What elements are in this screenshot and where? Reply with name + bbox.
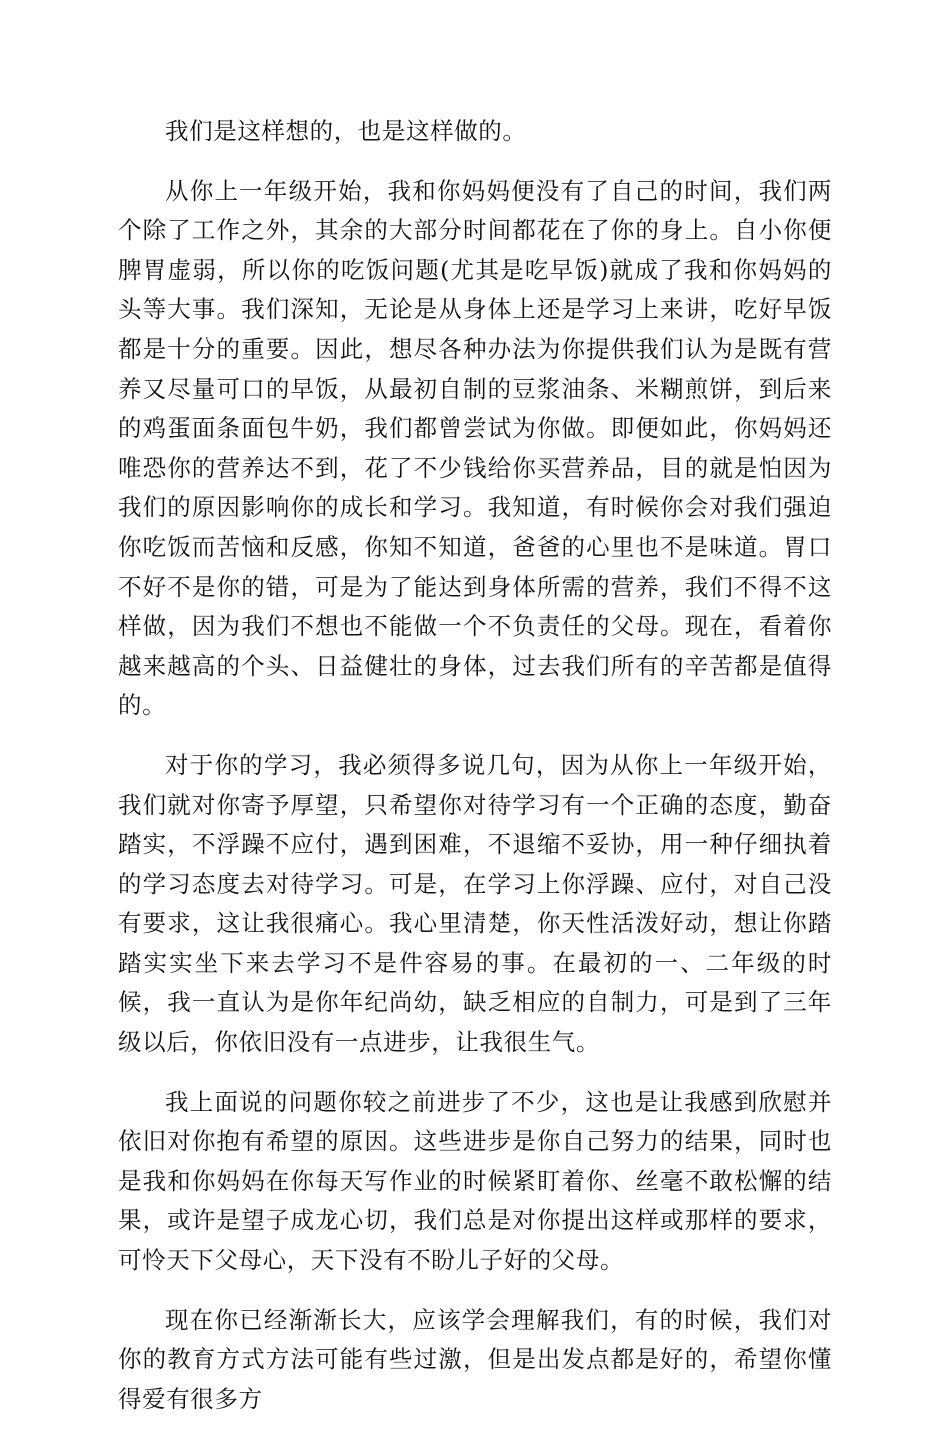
paragraph: 对于你的学习，我必须得多说几句，因为从你上一年级开始，我们就对你寄予厚望，只希望你对待学习有一个正确的态度，勤奋踏实，不浮躁不应付，遇到困难，不退缩不妥协，用一种仔细执着的学习态度去对待学习。可是，在学习上你浮躁、应付，对自己没有要求，这让我很痛心。我心里清楚，你天性活泼好动，想让你踏踏实实坐下来去学习不是件容易的事。在最初的一、二年级的时候，我一直认为是你年纪尚幼，缺乏相应的自制力，可是到了三年级以后，你依旧没有一点进步，让我很生气。 [118,750,832,1057]
paragraph: 我们是这样想的，也是这样做的。 [165,117,527,145]
letter-body [118,112,832,1439]
paragraph: 从你上一年级开始，我和你妈妈便没有了自己的时间，我们两个除了工作之外，其余的大部分时间都花在了你的身上。自小你便脾胃虚弱，所以你的吃饭问题(尤其是吃早饭)就成了我和你妈妈的头等大事。我们深知，无论是从身体上还是学习上来讲，吃好早饭都是十分的重要。因此，想尽各种办法为你提供我们认为是既有营养又尽量可口的早饭，从最初自制的豆浆油条、米糊煎饼，到后来的鸡蛋面条面包牛奶，我们都曾尝试为你做。即便如此，你妈妈还唯恐你的营养达不到，花了不少钱给你买营养品，目的就是怕因为我们的原因影响你的成长和学习。我知道，有时候你会对我们强迫你吃饭而苦恼和反感，你知不知道，爸爸的心里也不是味道。胃口不好不是你的错，可是为了能达到身体所需的营养，我们不得不这样做，因为我们不想也不能做一个不负责任的父母。现在，看着你越来越高的个头、日益健壮的身体，过去我们所有的辛苦都是值得的。 [118,176,832,720]
paragraph: 我上面说的问题你较之前进步了不少，这也是让我感到欣慰并依旧对你抱有希望的原因。这些进步是你自己努力的结果，同时也是我和你妈妈在你每天写作业的时候紧盯着你、丝毫不敢松懈的结果，或许是望子成龙心切，我们总是对你提出这样或那样的要求，可怜天下父母心，天下没有不盼儿子好的父母。 [118,1087,832,1275]
paragraph: 现在你已经渐渐长大，应该学会理解我们，有的时候，我们对你的教育方式方法可能有些过激，但是出发点都是好的，希望你懂得爱有很多方 [118,1305,832,1413]
